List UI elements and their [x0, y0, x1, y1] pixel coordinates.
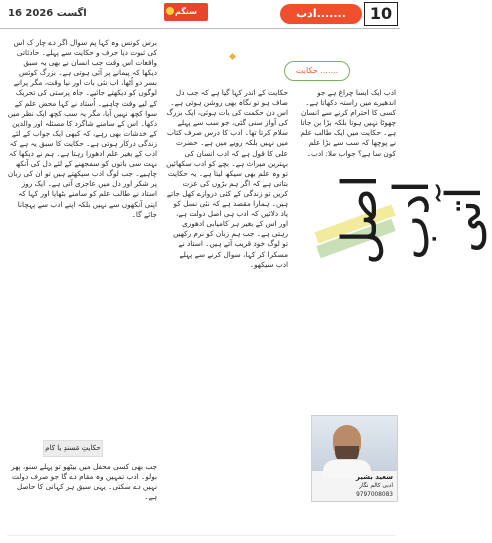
- decorative-diamond: [229, 53, 236, 60]
- right-column-text: ادب ایک ایسا چراغ ہے جو اندھیرے میں راستہ دکھاتا ہے۔ کسی کا احترام کرنے سے انسان چھوٹا نہیں ہوتا بلکہ بڑا بن جاتا ہے۔ حکایت میں ایک طالب علم نے پوچھا کہ سب سے بڑا علم کون سا ہے؟ جواب ملا: ادب۔: [300, 88, 396, 158]
- left-column-text: برس کونس وہ کہا پم سوال اگر دے چار ک اس کی ثبوت دیا حرف و حکایت سے پہلے۔ حادثاتی واقعات اس وقت جب انسان نے بھی یہ سبق دیکھا کہ پیمانے پر آئی ہوتی ہے۔ بزرگ کوئس بسر دو اُٹھا، اب نئی بات اور نیا وقت، مگر پرانے لوگوں کو دیکھتے جائیے۔ جاہ پرستی کی تحریک کے لیے وقت چاہیے۔ اُستاد نے کہا محض علم کے سوا کچھ نہیں آیا، مگر یہ سب کچھ ایک نظر میں دکھا۔ اس کے سامنے شاگرد کا مسئلہ اور والدین کے خدشات بھی رہے، کہ کبھی ایک جواب کے لئے زندگی درکار ہوتی ہے۔ حکایت کا سبق یہ ہے کہ ادب کے بغیر علم ادھورا رہتا ہے۔ ہم نے دیکھا کہ بہت سی باتوں کو سمجھنے کے لئے دل کی آنکھ چاہیے۔ جب لوگ ادب سیکھتے ہیں تو ان کی زبان پر شکر اور دل میں عاجزی آتی ہے۔ ایک روز استاد نے طالب علم کو سامنے بٹھایا اور کہا کہ اپنی آنکھوں سے نہیں بلکہ اپنے ادب سے پہچانا جائے گا۔: [7, 38, 157, 219]
- middle-column-text: حکایت کے اندر کہا گیا ہے کہ جب دل صاف ہو تو نگاہ بھی روشن ہوتی ہے۔ اس دن حکمت کی بات ہوئی، ایک بزرگ کی آواز سنی گئی، جو سب سے پہلے سلام کرتا تھا۔ ادب کا درس صرف کتاب میں نہیں بلکہ رویے میں ہے۔ حضرت علی کا قول ہے کہ ادب انسان کی بہترین میراث ہے۔ بچے کو ادب سکھائیں تو وہ علم بھی سیکھ لیتا ہے۔ یہ حکایت بتاتی ہے کہ اگر ہم بڑوں کی عزت کریں تو زندگی کے کئی دروازے کھل جاتے ہیں۔ ہمارا مقصد ہے کہ نئی نسل کو یاد دلائیں کہ ادب ہی اصل دولت ہے، اور اس کے بغیر ہر کامیابی ادھوری رہتی ہے۔ جب ہم زبان کو نرم رکھیں تو لوگ خود قریب آتے ہیں۔ استاد نے مسکرا کر کہا، سوال کرنے سے پہلے ادب سیکھو۔: [166, 88, 288, 269]
- author-card: [311, 415, 398, 502]
- lower-left-text: جب بھی کسی محفل میں بیٹھو تو پہلے سنو، پھر بولو۔ ادب تمہیں وہ مقام دے گا جو صرف دولت نہیں دے سکتی۔ یہی سبق ہر کہانی کا حاصل ہے۔: [11, 462, 157, 502]
- genre-label: حکایت .......: [284, 61, 350, 81]
- author-role: ادبی کالم نگار: [359, 483, 393, 489]
- feature-title: اصل ادب آتی: [332, 174, 492, 266]
- section-label: ادب.......: [280, 4, 362, 24]
- side-story-heading: حکایتِ مَسندِ یا کام: [43, 440, 103, 457]
- author-phone: 9797008083: [356, 492, 393, 498]
- newspaper-logo: سنگم: [164, 3, 208, 21]
- author-photo: [312, 416, 397, 471]
- bottom-rule: [7, 535, 396, 536]
- author-name: سعید بشیر: [355, 473, 393, 481]
- issue-date: 16 اگست 2026: [8, 8, 87, 19]
- page-number: 10: [364, 2, 398, 26]
- newspaper-header: [0, 0, 400, 29]
